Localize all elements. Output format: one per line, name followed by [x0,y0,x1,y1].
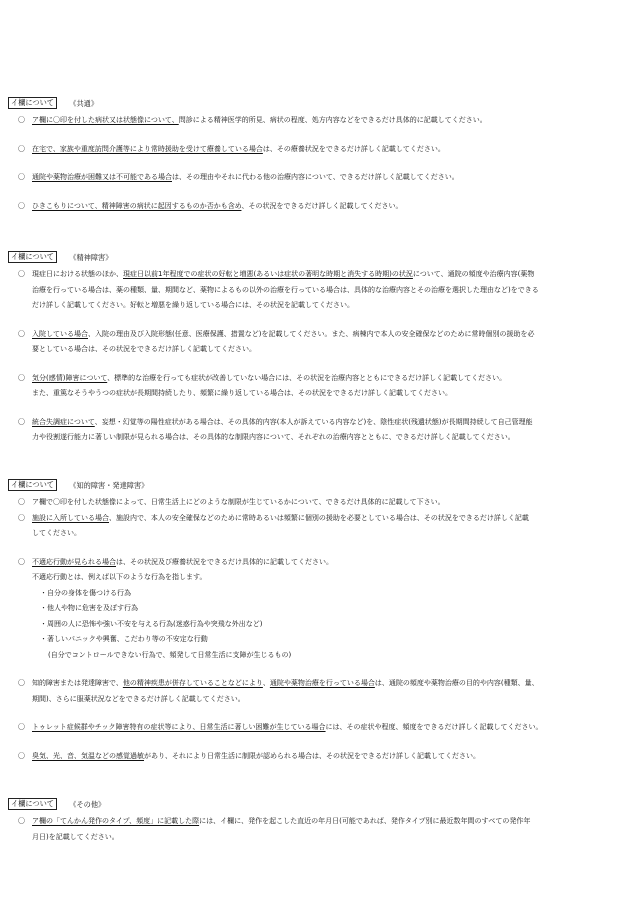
text-line [32,676,622,692]
dev-item-5 [8,720,622,736]
section-header [8,797,622,810]
text-line: だけ詳しく記載してください。好転と増悪を繰り返している場合には、その状況を記載してください。 [32,301,354,309]
circle-bullet: 〇 [18,498,25,506]
dev-item-1 [8,495,622,511]
mental-item-4 [8,415,622,446]
item-text: 、施設内で、本人の安全確保などのために常時あるいは頻繁に個別の援助を必要としている場合は、その状況をできるだけ詳しく記載 [109,513,529,522]
sub-list-item: ・自分の身体を傷つける行為 [40,588,131,597]
circle-bullet: 〇 [18,270,25,278]
circle-bullet: 〇 [18,679,25,687]
underlined-text: 他の精神疾患が併存していることなどにより [122,679,263,687]
item-text: は、通院の頻度や薬物治療の目的や内容(種類、量、 [374,679,539,687]
circle-bullet: 〇 [18,557,25,566]
text-line [32,511,622,527]
item-text: について、通院の頻度や治療内容(薬物 [412,270,535,278]
circle-bullet: 〇 [18,173,25,181]
item-text: は、その療養状況をできるだけ詳しく記載してください。 [262,144,445,153]
text-line: 治療を行っている場合は、薬の種類、量、期間など、薬物によるもの以外の治療を行っている場合は、具体的な治療内容とその治療を選択した理由など)をできる [32,285,539,294]
circle-bullet: 〇 [18,329,25,338]
section-mental [8,250,622,459]
item-text: には、イ欄に、発作を起こした直近の年月日(可能であれば、発作タイプ別に最近数年間のすべての発作年 [199,817,531,825]
circle-bullet: 〇 [18,817,25,825]
underlined-text: 通院や薬物治療が困難又は不可能である場合 [32,173,172,181]
text-line: 月日)を記載してください。 [32,832,119,841]
section-common [8,96,622,227]
section-tag: イ欄について [8,798,57,810]
underlined-text: 入院している場合 [32,329,88,338]
sub-list-item: ・他人や物に危害を及ぼす行為 [40,604,138,612]
underlined-text: トゥレット症候群やチック障害特有の症状等により、日常生活に著しい困難が生じている場合 [32,723,326,731]
common-item-1 [8,113,622,129]
item-text: 、 [262,679,270,687]
underlined-text: 気分(感情)障害について [32,373,108,382]
section-title: 《知的障害・発達障害》 [69,480,149,490]
item-text: ア欄で〇印を付した状態像によって、日常生活上にどのような制限が生じているかについて、できるだけ具体的に記載して下さい。 [32,498,445,506]
circle-bullet: 〇 [18,751,25,760]
text-line [32,371,622,387]
text-line [32,555,622,571]
text-line: 期間)、さらに服薬状況などをできるだけ詳しく記載してください。 [32,694,245,703]
sub-list-item: ・周囲の人に恐怖や強い不安を与える行為(迷惑行為や突飛な外出など) [40,619,263,628]
section-header [8,478,622,491]
text-line [32,327,622,343]
item-text: 、その状況をできるだけ詳しく記載してください。 [241,201,403,210]
underlined-text: 統合失調症について [32,417,95,426]
item-text: は、その理由やそれに代わる他の治療内容について、できるだけ詳しく記載してください。 [172,173,459,181]
section-title: 《その他》 [69,799,106,809]
circle-bullet: 〇 [18,417,25,426]
text-line: また、重篤なそうやうつの症状が長期間持続したり、頻繁に繰り返している場合は、その状況をできるだけ詳しく記載してください。 [32,389,452,397]
item-text: があり、それにより日常生活に制限が認められる場合は、その状況をできるだけ詳しく記載してください。 [144,751,480,760]
section-tag: イ欄について [8,479,57,491]
text-line: 不適応行動とは、例えば以下のような行為を指します。 [32,573,207,581]
text-line [32,814,622,830]
dev-item-3 [8,555,622,664]
item-text: 問診による精神医学的所見、病状の程度、処方内容などをできるだけ具体的に記載してください。 [178,116,487,124]
circle-bullet: 〇 [18,373,25,382]
section-other [8,797,622,858]
item-text: 、入院の理由及び入院形態(任意、医療保護、措置など)を記載してください。また、病棟内で本人の安全確保などのために常時個別の援助を必 [88,329,535,338]
circle-bullet: 〇 [18,201,25,210]
dev-item-4 [8,676,622,707]
circle-bullet: 〇 [18,116,25,124]
item-text: 現症日における状態のほか、 [32,270,123,278]
circle-bullet: 〇 [18,144,25,153]
circle-bullet: 〇 [18,513,25,522]
underlined-text: ア欄に〇印を付した病状又は状態像について、 [32,116,179,124]
underlined-text: 臭気、光、音、気温などの感覚過敏 [32,751,144,760]
text-line [32,415,622,431]
other-item-1 [8,814,622,845]
sub-list-item: ・著しいパニックや興奮、こだわり等の不安定な行動 [40,635,208,643]
text-line [32,267,622,283]
item-text: 知的障害または発達障害で、 [32,679,123,687]
section-tag: イ欄について [8,97,57,109]
common-item-3 [8,170,622,186]
text-line: 要としている場合は、その状況をできるだけ詳しく記載してください。 [32,345,256,353]
section-developmental [8,478,622,777]
item-text: には、その症状や程度、頻度をできるだけ詳しく記載してください。 [325,723,543,731]
item-text: 、妄想・幻覚等の陽性症状がある場合は、その具体的内容(本人が訴えている内容など)を、陰性症状(残遺状態)が長期間持続して自己管理能 [94,417,533,426]
underlined-text: 在宅で、家族や重度訪問介護等により常時援助を受けて療養している場合 [32,144,263,153]
underlined-text: ア欄の「てんかん発作のタイプ、頻度」に記載した際 [32,817,200,825]
dev-item-6 [8,749,622,765]
item-text: 、標準的な治療を行っても症状が改善していない場合には、その状況を治療内容とともにできるだけ詳しく記載してください。 [107,373,507,382]
text-line: してください。 [32,529,81,537]
mental-item-1 [8,267,622,314]
sub-note: (自分でコントロールできない行為で、頻発して日常生活に支障が生じるもの) [48,650,292,659]
item-text: は、その状況及び療養状況をできるだけ具体的に記載してください。 [116,557,333,566]
mental-item-3 [8,371,622,402]
mental-item-2 [8,327,622,358]
dev-item-2 [8,511,622,542]
section-header [8,250,622,263]
underlined-text: 不適応行動が見られる場合 [32,557,116,566]
section-title: 《共通》 [69,98,99,108]
text-line: 力や役割遂行能力に著しい制限が見られる場合は、その具体的な制限内容について、それぞれの治療内容とともに、できるだけ詳しく記載してください。 [32,433,515,441]
circle-bullet: 〇 [18,723,25,731]
underlined-text: 施設に入所している場合 [32,513,109,522]
common-item-4 [8,199,622,215]
underlined-text: ひきこもりについて、精神障害の病状に起因するものか否かも含め [32,201,242,210]
underlined-text: 現症日以前1年程度での症状の好転と増悪(あるいは症状の著明な時期と消失する時期)の状況 [123,270,413,278]
section-header [8,96,622,109]
common-item-2 [8,142,622,158]
section-title: 《精神障害》 [69,252,113,262]
underlined-text: 通院や薬物治療を行っている場合 [269,679,375,687]
section-tag: イ欄について [8,251,57,263]
